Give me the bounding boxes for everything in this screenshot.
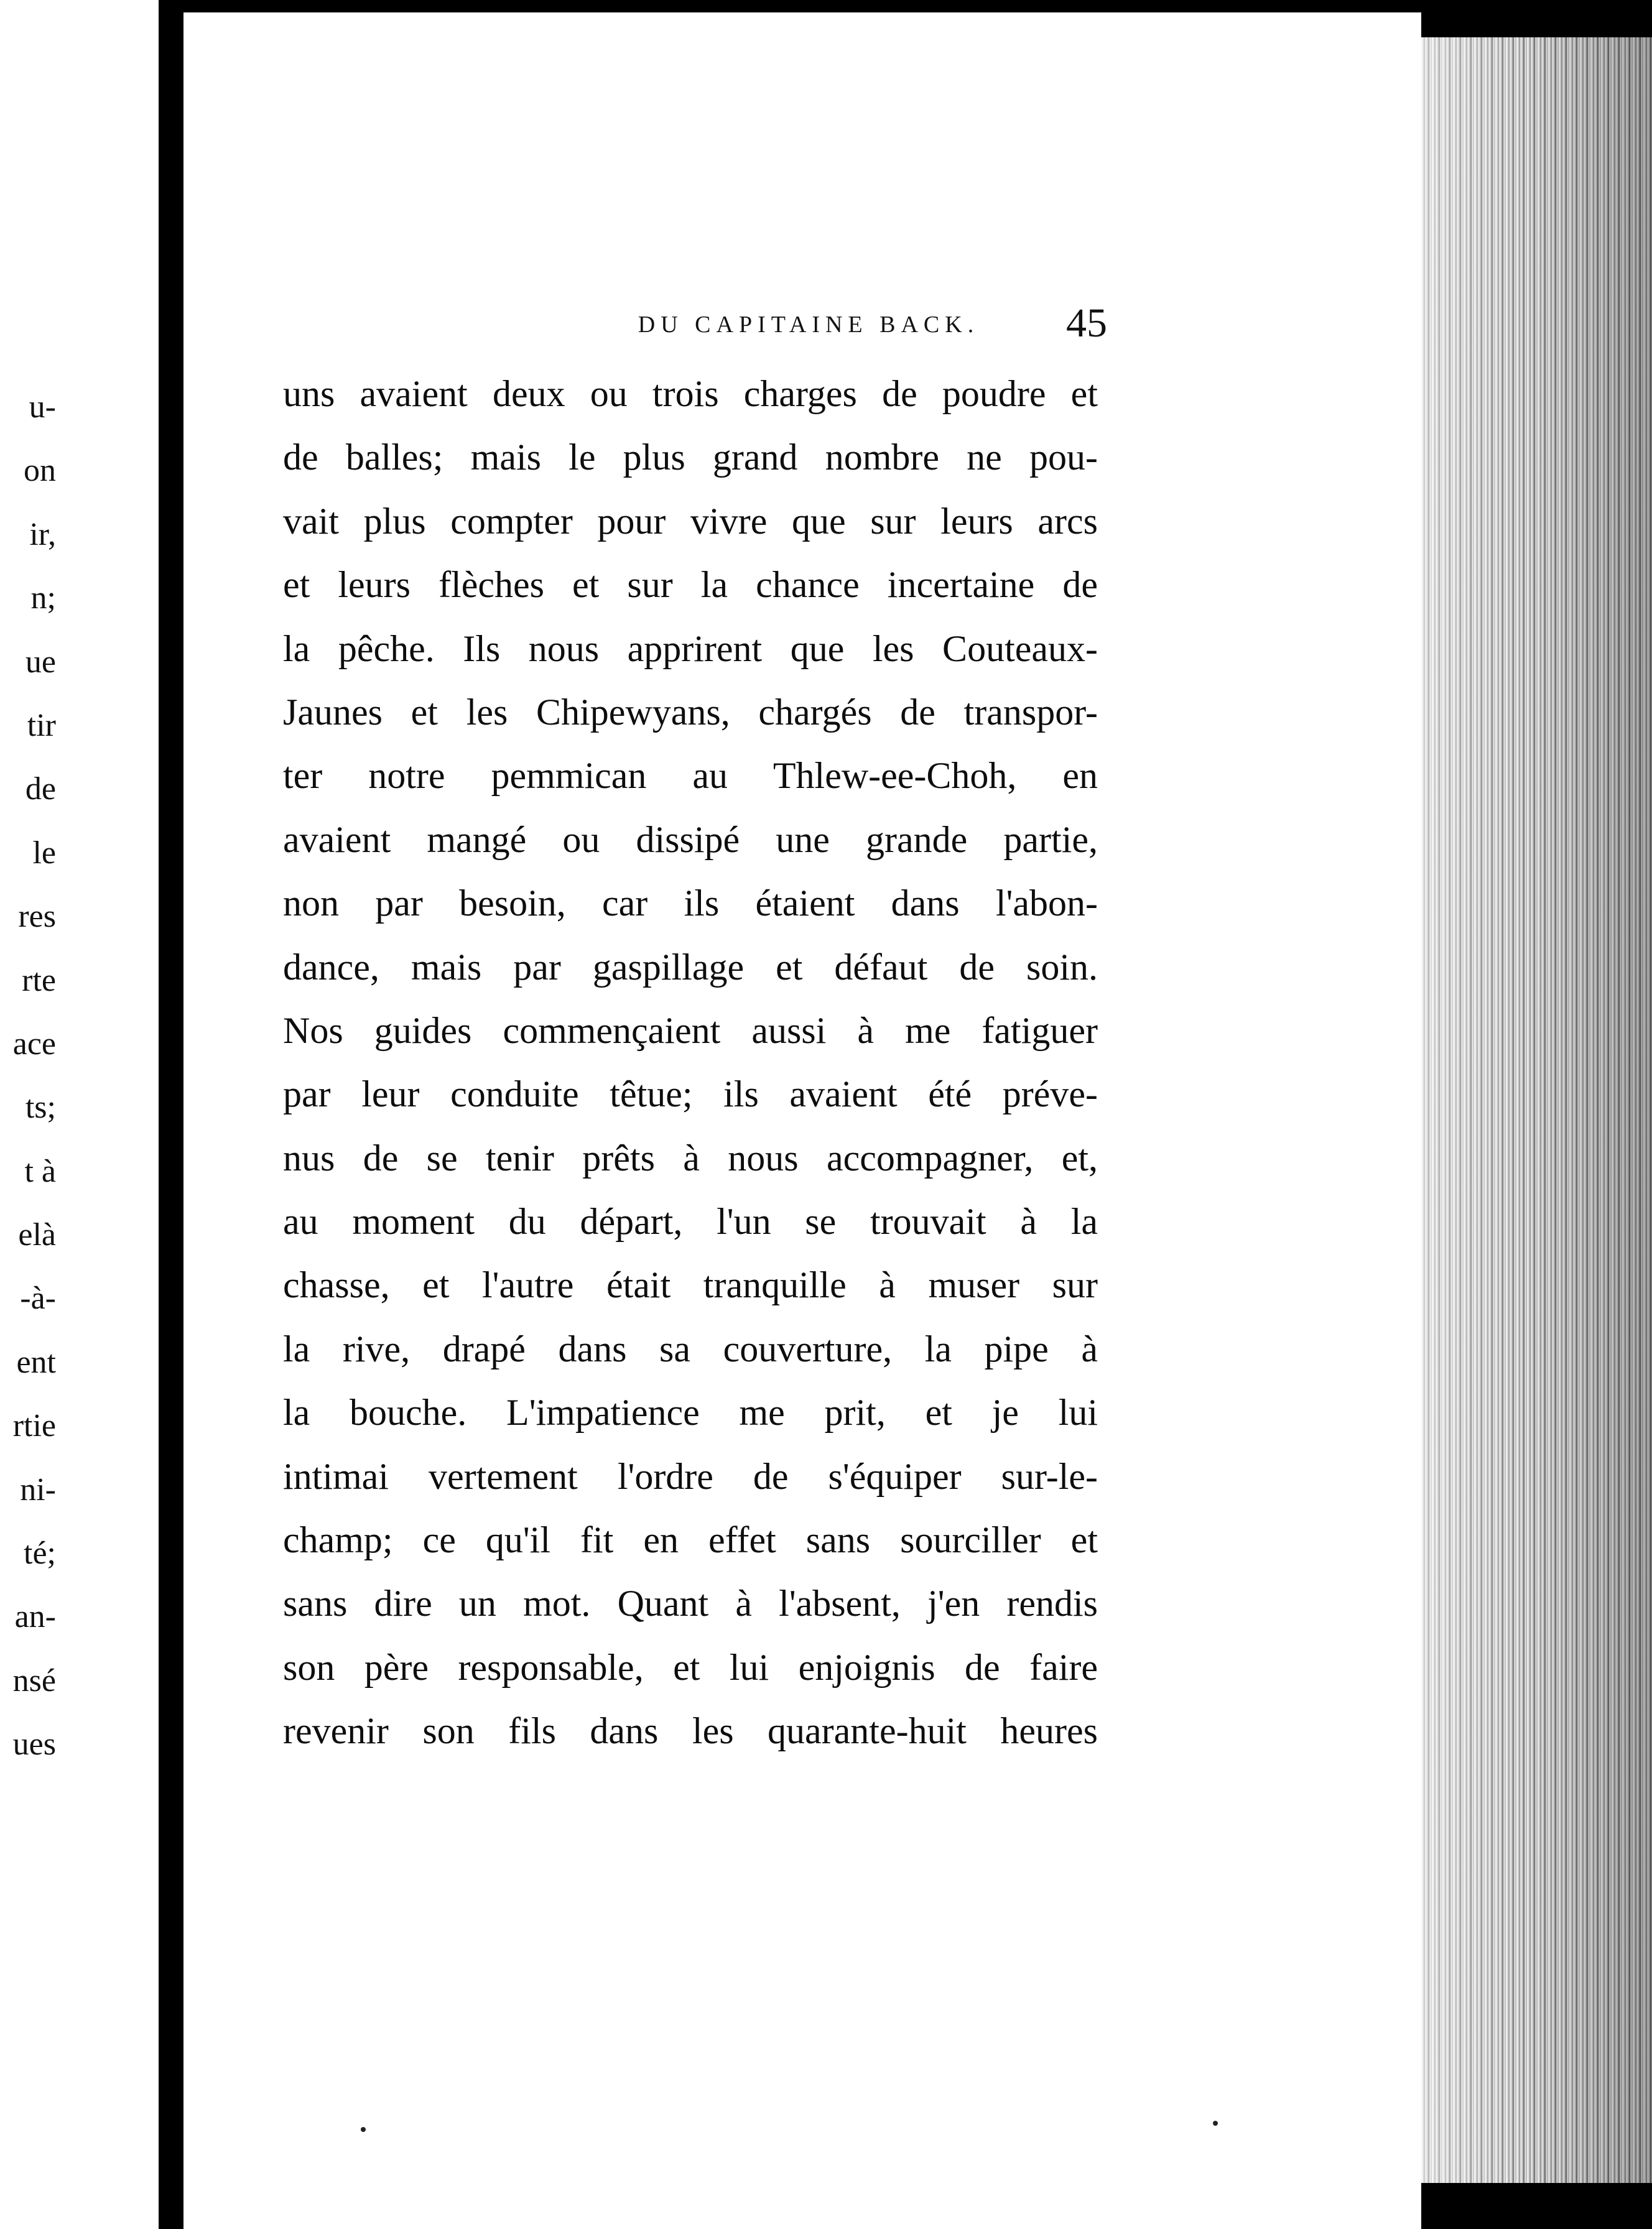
left-fragment: elà (18, 1217, 56, 1253)
left-fragment: res (18, 899, 56, 935)
text-line: non par besoin, car ils étaient dans l'abon- (283, 883, 1098, 924)
page-number: 45 (1066, 300, 1107, 346)
left-fragment: ue (25, 644, 56, 680)
ink-speck (1213, 2121, 1218, 2126)
text-line: champ; ce qu'il fit en effet sans sourciller et (283, 1519, 1098, 1561)
left-fragment: té; (24, 1536, 56, 1572)
text-line: nus de se tenir prêts à nous accompagner, et, (283, 1137, 1098, 1179)
left-fragment: ace (12, 1026, 56, 1062)
text-line: avaient mangé ou dissipé une grande partie, (283, 818, 1098, 860)
text-line: par leur conduite têtue; ils avaient été préve- (283, 1073, 1098, 1115)
text-line: la pêche. Ils nous apprirent que les Couteaux- (283, 628, 1098, 669)
text-line: Jaunes et les Chipewyans, chargés de transpor- (283, 691, 1098, 733)
left-fragment: ts; (25, 1090, 56, 1126)
body-text (283, 362, 1098, 1763)
left-page-text-fragments (0, 376, 56, 1777)
left-fragment: on (24, 453, 56, 489)
left-fragment: n; (30, 580, 56, 616)
left-page (0, 0, 159, 2229)
text-line: et leurs flèches et sur la chance incertaine de (283, 564, 1098, 606)
left-fragment: ir, (29, 516, 56, 552)
left-fragment: an- (14, 1599, 56, 1635)
left-fragment: le (32, 835, 56, 871)
left-fragment: de (25, 771, 56, 807)
text-line: la rive, drapé dans sa couverture, la pipe à (283, 1328, 1098, 1369)
left-fragment: nsé (12, 1662, 56, 1698)
left-fragment: ues (12, 1726, 56, 1763)
page-edges-shading (1421, 0, 1652, 2229)
text-line: Nos guides commençaient aussi à me fatiguer (283, 1009, 1098, 1051)
left-fragment: ni- (20, 1471, 56, 1508)
scan-border-top (1421, 0, 1652, 37)
running-head: DU CAPITAINE BACK. (638, 312, 980, 338)
text-line: son père responsable, et lui enjoignis de faire (283, 1646, 1098, 1688)
text-line: sans dire un mot. Quant à l'absent, j'en rendis (283, 1583, 1098, 1624)
text-line: revenir son fils dans les quarante-huit heures (283, 1710, 1098, 1752)
book-gutter (159, 0, 183, 2229)
left-fragment: ent (16, 1344, 56, 1380)
left-fragment: tir (27, 707, 56, 743)
text-line: ter notre pemmican au Thlew-ee-Choh, en (283, 755, 1098, 797)
text-line: vait plus compter pour vivre que sur leurs arcs (283, 500, 1098, 542)
left-fragment: -à- (20, 1281, 56, 1317)
left-fragment: rtie (12, 1408, 56, 1444)
text-line: au moment du départ, l'un se trouvait à la (283, 1201, 1098, 1243)
text-line: uns avaient deux ou trois charges de poudre et (283, 373, 1098, 414)
text-line: chasse, et l'autre était tranquille à muser sur (283, 1264, 1098, 1306)
left-fragment: u- (29, 389, 56, 425)
text-line: dance, mais par gaspillage et défaut de soin. (283, 946, 1098, 988)
scan-border-bottom (1421, 2183, 1652, 2229)
text-line: intimai vertement l'ordre de s'équiper sur-le- (283, 1455, 1098, 1497)
left-fragment: t à (24, 1153, 56, 1189)
text-line: de balles; mais le plus grand nombre ne pou- (283, 437, 1098, 478)
ink-speck (361, 2127, 366, 2132)
text-line: la bouche. L'impatience me prit, et je lui (283, 1392, 1098, 1434)
right-page (183, 12, 1421, 2229)
left-fragment: rte (22, 962, 56, 998)
